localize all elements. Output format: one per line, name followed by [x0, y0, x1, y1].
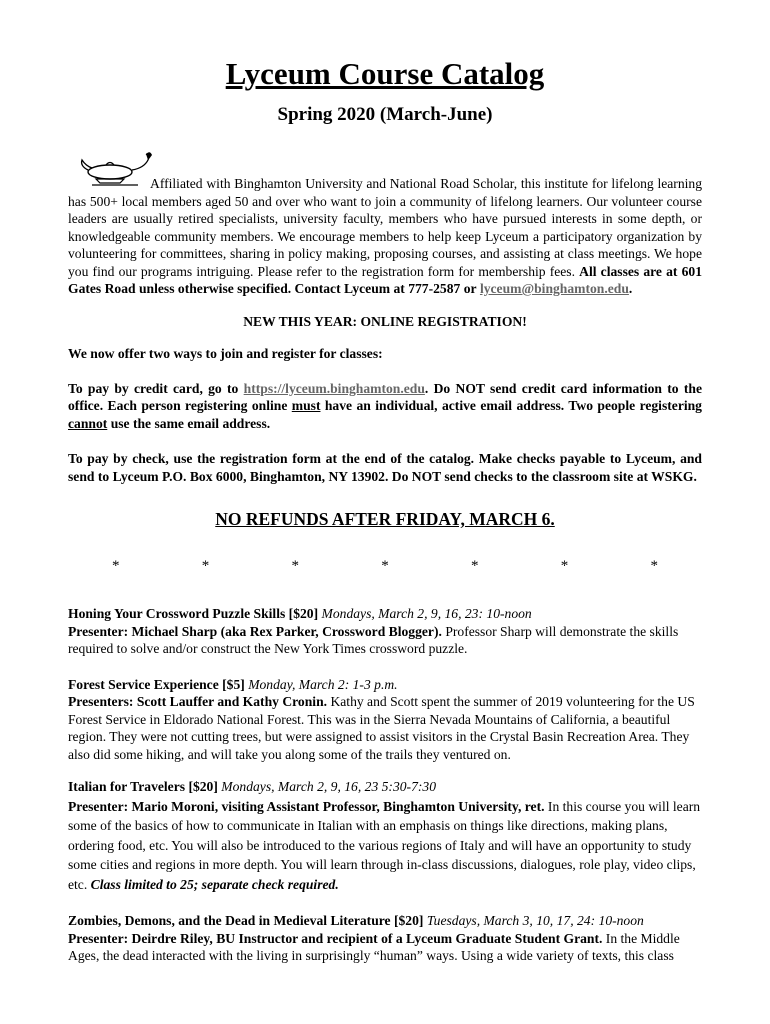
- course-schedule: Mondays, March 2, 9, 16, 23: 10-noon: [321, 606, 532, 621]
- credit-card-paragraph: [68, 380, 702, 433]
- course-presenter: Presenters: Scott Lauffer and Kathy Cronin.: [68, 694, 328, 709]
- new-this-year-heading: NEW THIS YEAR: ONLINE REGISTRATION!: [243, 313, 527, 329]
- catalog-page: [68, 44, 702, 965]
- course-entry: [68, 777, 702, 894]
- credit-text-1: To pay by credit card, go to: [68, 380, 239, 396]
- credit-text-2: . Do NOT send credit card information to the office. Each person registering online: [68, 380, 702, 413]
- two-ways-text: We now offer two ways to join and register for classes:: [68, 345, 383, 361]
- course-title: Honing Your Crossword Puzzle Skills [$20]: [68, 606, 319, 621]
- refund-notice: NO REFUNDS AFTER FRIDAY, MARCH 6.: [215, 509, 555, 529]
- check-paragraph: To pay by check, use the registration form at the end of the catalog. Make checks payable to Lyceum, and send to Lyceum P.O. Box 6000, Binghamton, NY 13902. Do NOT send checks to the classroom site at WSKG.: [68, 451, 702, 484]
- page-title: Lyceum Course Catalog: [225, 56, 545, 91]
- course-presenter: Presenter: Michael Sharp (aka Rex Parker, Crossword Blogger).: [68, 623, 442, 639]
- course-schedule: Mondays, March 2, 9, 16, 23 5:30-7:30: [221, 779, 436, 794]
- course-entry: [68, 605, 702, 658]
- credit-text-3: have an individual, active email address. Two people registering: [324, 398, 702, 413]
- intro-section: [68, 148, 702, 298]
- course-entry: [68, 912, 702, 965]
- credit-text-4: use the same email address.: [110, 415, 271, 431]
- intro-text: Affiliated with Binghamton University and National Road Scholar, this institute for lifelong learning has 500+ local members aged 50 and over who want to join a community of lifelong learners. Our volunteer course leaders are usually retired specialists, university faculty, members who have pursued interests in some depth, or knowledgeable community members. We encourage members to help keep Lyceum a participatory organization by volunteering for committees, sharing in policy making, proposing courses, and assisting at class meetings. We hope you find our programs intriguing. Please refer to the registration form for membership fees.: [68, 176, 702, 279]
- course-description: Kathy and Scott spent the summer of 2019 volunteering for the US Forest Service in Eldorado National Forest. This was in the Sierra Nevada Mountains of California, a beautiful region. They were not cutting trees, but were assigned to assist visitors in the Crystal Basin Recreation Area. They also did some hiking, and will take you along some of the trails they ventured on.: [68, 694, 695, 762]
- course-title: Italian for Travelers [$20]: [68, 779, 218, 794]
- contact-email-link[interactable]: lyceum@binghamton.edu: [479, 281, 629, 296]
- contact-period: .: [628, 281, 633, 296]
- course-description: In this course you will learn some of the basics of how to communicate in Italian with an emphasis on things like directions, making plans, ordering food, etc. You will also be introduced to the various regions of Italy and will have an opportunity to study some cities and regions in more depth. You will learn through in-class discussions, dialogues, role play, video clips, etc.: [68, 798, 701, 892]
- credit-must: must: [291, 398, 321, 413]
- course-presenter: Presenter: Deirdre Riley, BU Instructor and recipient of a Lyceum Graduate Student Grant.: [68, 930, 603, 946]
- intro-paragraph: [68, 148, 702, 298]
- course-description: Professor Sharp will demonstrate the skills required to solve and/or construct the New York Times crossword puzzle.: [68, 623, 679, 656]
- course-title: Zombies, Demons, and the Dead in Medieval Literature [$20]: [68, 913, 424, 928]
- course-schedule: Tuesdays, March 3, 10, 17, 24: 10-noon: [426, 913, 644, 928]
- credit-cannot: cannot: [68, 415, 108, 431]
- course-entry: [68, 676, 702, 764]
- course-schedule: Monday, March 2: 1-3 p.m.: [248, 676, 398, 692]
- course-title: Forest Service Experience [$5]: [68, 676, 245, 692]
- divider-star: *: [201, 558, 210, 574]
- registration-url-link[interactable]: https://lyceum.binghamton.edu: [243, 380, 425, 396]
- contact-text: All classes are at 601 Gates Road unless otherwise specified. Contact Lyceum at 777-2587 or: [68, 263, 702, 296]
- divider-star: *: [650, 558, 658, 574]
- course-note: Class limited to 25; separate check required.: [90, 876, 339, 892]
- star-divider: [68, 558, 702, 575]
- divider-star: *: [471, 558, 479, 574]
- divider-star: *: [112, 558, 120, 574]
- course-presenter: Presenter: Mario Moroni, visiting Assistant Professor, Binghamton University, ret.: [68, 798, 545, 814]
- divider-star: *: [291, 558, 299, 574]
- divider-star: *: [381, 558, 389, 574]
- divider-star: *: [560, 558, 569, 574]
- page-subtitle: Spring 2020 (March-June): [277, 104, 493, 125]
- course-description: In the Middle Ages, the dead interacted with the living in surprisingly “human” ways. Using a wide variety of texts, this class: [68, 930, 680, 963]
- lamp-of-learning-icon: [78, 148, 160, 186]
